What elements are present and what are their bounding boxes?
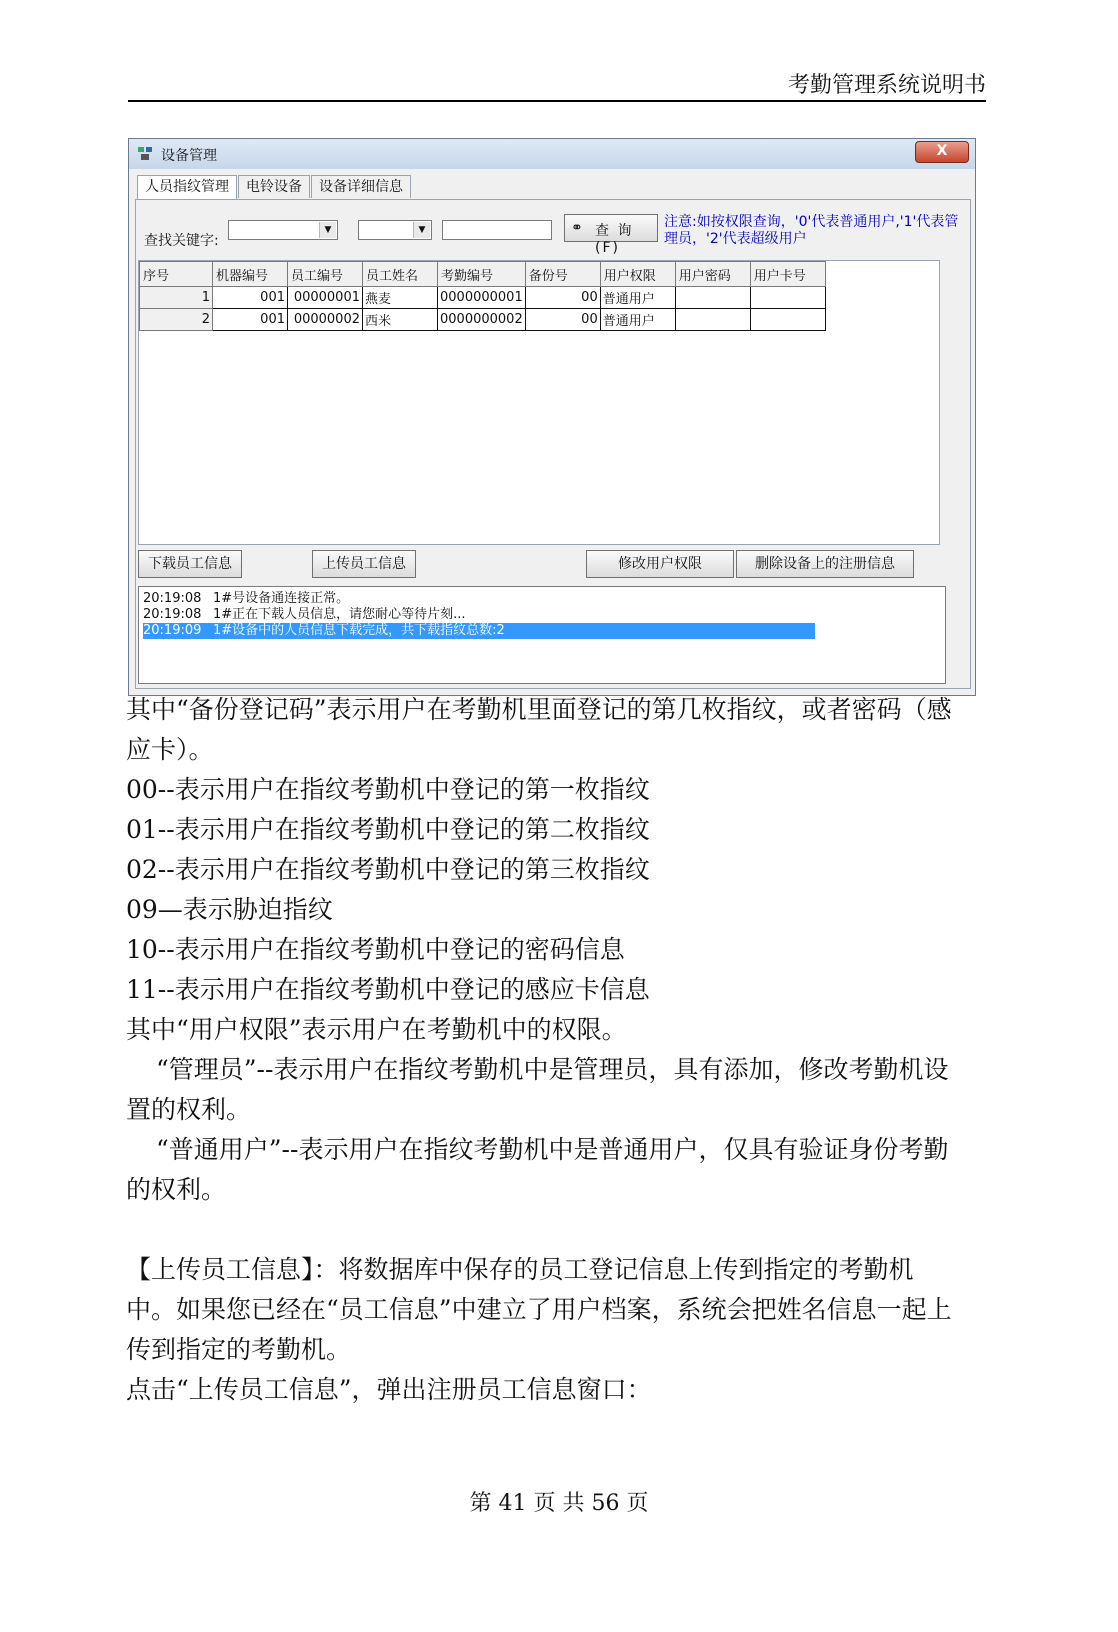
- cell-backup-no: 00: [525, 287, 600, 309]
- cell-seq: 1: [140, 287, 213, 309]
- app-icon: [137, 145, 153, 161]
- tab-fingerprint[interactable]: 人员指纹管理: [137, 175, 237, 200]
- line-code-01: 01--表示用户在指纹考勤机中登记的第二枚指纹: [126, 815, 650, 844]
- cell-employee-name: 西米: [363, 309, 438, 331]
- col-user-password: 用户密码: [675, 262, 750, 287]
- cell-user-permission: 普通用户: [600, 287, 675, 309]
- search-field-select[interactable]: [228, 220, 338, 240]
- col-user-card: 用户卡号: [750, 262, 825, 287]
- col-seq: 序号: [140, 262, 213, 287]
- paragraph-click-upload: 点击“上传员工信息”，弹出注册员工信息窗口：: [126, 1375, 652, 1404]
- cell-employee-no: 00000002: [288, 309, 363, 331]
- upload-employee-button[interactable]: 上传员工信息: [312, 550, 416, 578]
- chevron-down-icon: ▼: [413, 222, 430, 238]
- cell-machine-no: 001: [213, 309, 288, 331]
- log-item-selected[interactable]: [143, 623, 815, 639]
- delete-registration-button[interactable]: 删除设备上的注册信息: [736, 550, 914, 578]
- col-employee-name: 员工姓名: [363, 262, 438, 287]
- line-code-09: 09—表示胁迫指纹: [126, 895, 333, 924]
- chevron-down-icon: ▼: [319, 222, 336, 238]
- cell-backup-no: 00: [525, 309, 600, 331]
- body-text: [126, 690, 956, 1410]
- col-backup-no: 备份号: [525, 262, 600, 287]
- window-title: 设备管理: [161, 148, 217, 164]
- cell-user-card: [750, 287, 825, 309]
- log-item[interactable]: [143, 591, 349, 607]
- col-user-permission: 用户权限: [600, 262, 675, 287]
- cell-user-password: [675, 309, 750, 331]
- tab-device-details[interactable]: 设备详细信息: [311, 175, 411, 198]
- col-attendance-no: 考勤编号: [438, 262, 526, 287]
- log-time: 20:19:08: [143, 591, 202, 606]
- employee-grid: [138, 260, 940, 545]
- cell-user-card: [750, 309, 825, 331]
- log-item[interactable]: [143, 607, 466, 623]
- cell-seq: 2: [140, 309, 213, 331]
- doc-header: 考勤管理系统说明书: [787, 73, 986, 98]
- table-header-row: [140, 262, 826, 287]
- search-operator-select[interactable]: [358, 220, 432, 240]
- log-list[interactable]: [138, 586, 946, 684]
- cell-user-password: [675, 287, 750, 309]
- permission-notice: 注意:如按权限查询，'0'代表普通用户,'1'代表管理员，'2'代表超级用户: [664, 214, 959, 247]
- log-time: 20:19:09: [143, 623, 202, 638]
- paragraph-upload-info: 【上传员工信息】：将数据库中保存的员工登记信息上传到指定的考勤机中。如果您已经在“员工信息”中建立了用户档案，系统会把姓名信息一起上传到指定的考勤机。: [126, 1255, 952, 1364]
- col-employee-no: 员工编号: [288, 262, 363, 287]
- table-row[interactable]: [140, 309, 826, 331]
- cell-attendance-no: 0000000002: [438, 309, 526, 331]
- tab-bar: [137, 175, 412, 199]
- table-row[interactable]: [140, 287, 826, 309]
- paragraph-normal-user: “普通用户”--表示用户在指纹考勤机中是普通用户，仅具有验证身份考勤的权利。: [126, 1135, 949, 1204]
- tab-panel: [135, 199, 971, 689]
- search-label: 查找关键字:: [144, 233, 219, 249]
- title-bar: [129, 139, 975, 169]
- download-employee-button[interactable]: 下载员工信息: [138, 550, 242, 578]
- line-code-00: 00--表示用户在指纹考勤机中登记的第一枚指纹: [126, 775, 650, 804]
- cell-attendance-no: 0000000001: [438, 287, 526, 309]
- spacer: [126, 1210, 956, 1250]
- cell-employee-no: 00000001: [288, 287, 363, 309]
- cell-user-permission: 普通用户: [600, 309, 675, 331]
- paragraph-backup-code: 其中“备份登记码”表示用户在考勤机里面登记的第几枚指纹，或者密码（感应卡）。: [126, 695, 952, 764]
- device-management-window: [128, 138, 976, 696]
- line-code-10: 10--表示用户在指纹考勤机中登记的密码信息: [126, 935, 625, 964]
- paragraph-user-permission: 其中“用户权限”表示用户在考勤机中的权限。: [126, 1015, 627, 1044]
- modify-permission-button[interactable]: 修改用户权限: [586, 550, 734, 578]
- cell-employee-name: 燕麦: [363, 287, 438, 309]
- log-message: 1#正在下载人员信息，请您耐心等待片刻...: [213, 607, 466, 622]
- header-rule: [128, 100, 986, 102]
- search-input[interactable]: [442, 220, 552, 240]
- line-code-11: 11--表示用户在指纹考勤机中登记的感应卡信息: [126, 975, 650, 1004]
- col-machine-no: 机器编号: [213, 262, 288, 287]
- line-code-02: 02--表示用户在指纹考勤机中登记的第三枚指纹: [126, 855, 650, 884]
- log-message: 1#设备中的人员信息下载完成，共下载指纹总数:2: [213, 623, 505, 638]
- query-button-label: 查 询(F): [595, 223, 634, 256]
- page-number: 第 41 页 共 56 页: [469, 1491, 649, 1516]
- log-time: 20:19:08: [143, 607, 202, 622]
- close-button[interactable]: X: [915, 141, 969, 163]
- log-message: 1#号设备通连接正常。: [213, 591, 350, 606]
- paragraph-admin: “管理员”--表示用户在指纹考勤机中是管理员，具有添加，修改考勤机设置的权利。: [126, 1055, 949, 1124]
- cell-machine-no: 001: [213, 287, 288, 309]
- query-button[interactable]: [564, 214, 658, 256]
- binoculars-icon: ⚭: [571, 220, 583, 236]
- tab-bell-device[interactable]: 电铃设备: [238, 175, 310, 198]
